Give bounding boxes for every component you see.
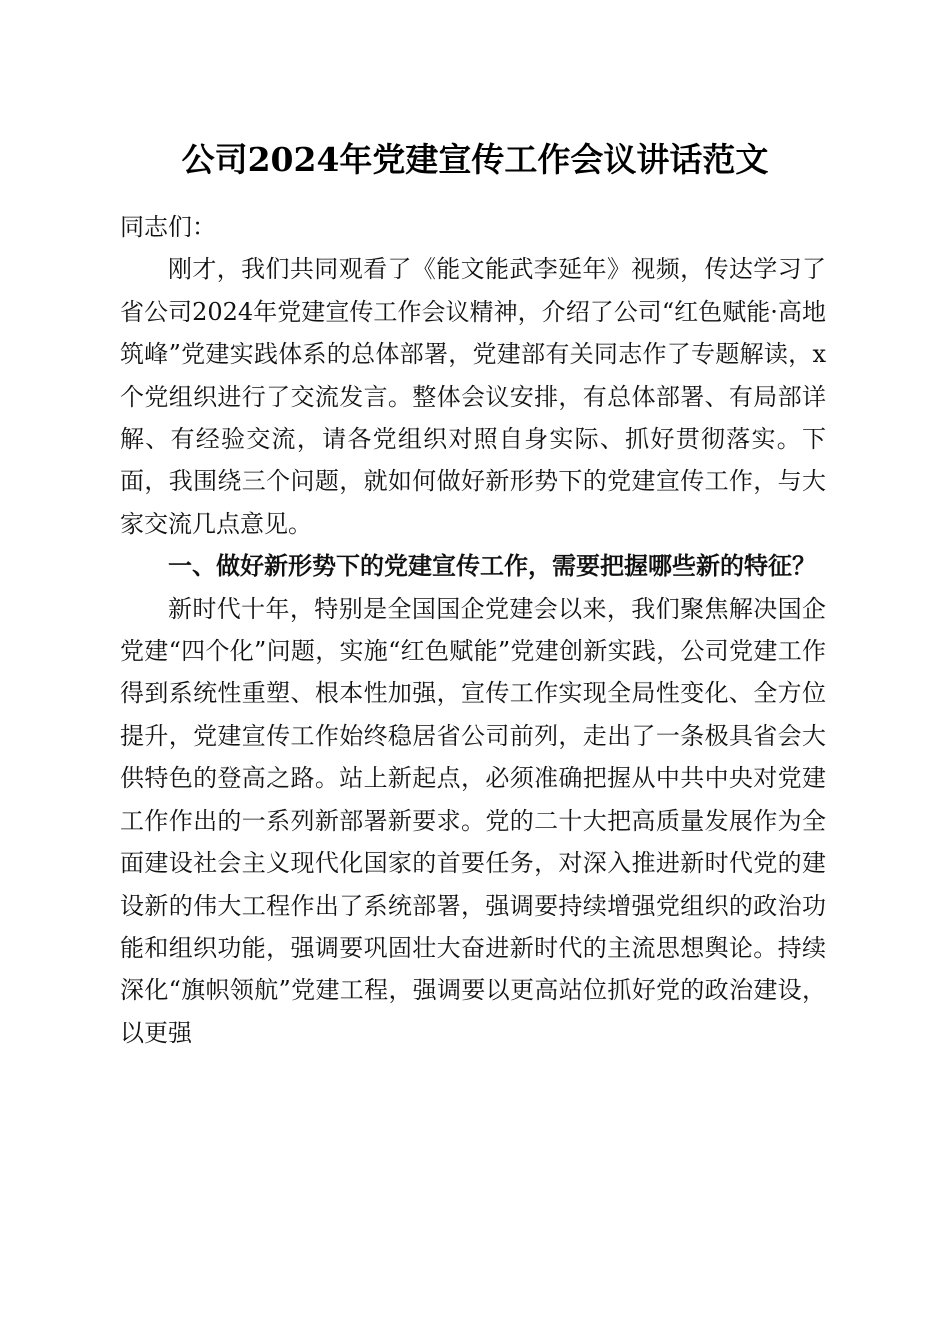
- document-title: 公司2024年党建宣传工作会议讲话范文: [181, 140, 769, 179]
- document-body: [120, 206, 826, 1054]
- section-heading-1: 一、做好新形势下的党建宣传工作，需要把握哪些新的特征？: [168, 552, 816, 581]
- section-1-paragraph: 新时代十年，特别是全国国企党建会以来，我们聚焦解决国企党建“四个化”问题，实施“红色赋能”党建创新实践，公司党建工作得到系统性重塑、根本性加强，宣传工作实现全局性变化、全方位提升，党建宣传工作始终稳居省公司前列，走出了一条极具省会大供特色的登高之路。站上新起点，必须准确把握从中共中央对党建工作作出的一系列新部署新要求。党的二十大把高质量发展作为全面建设社会主义现代化国家的首要任务，对深入推进新时代党的建设新的伟大工程作出了系统部署，强调要持续增强党组织的政治功能和组织功能，强调要巩固壮大奋进新时代的主流思想舆论。持续深化“旗帜领航”党建工程，强调要以更高站位抓好党的政治建设，以更强: [120, 594, 826, 1047]
- intro-paragraph: 刚才，我们共同观看了《能文能武李延年》视频，传达学习了省公司2024年党建宣传工作会议精神，介绍了公司“红色赋能·高地筑峰”党建实践体系的总体部署，党建部有关同志作了专题解读，x个党组织进行了交流发言。整体会议安排，有总体部署、有局部详解、有经验交流，请各党组织对照自身实际、抓好贯彻落实。下面，我围绕三个问题，就如何做好新形势下的党建宣传工作，与大家交流几点意见。: [120, 255, 826, 538]
- salutation: 同志们：: [120, 213, 216, 241]
